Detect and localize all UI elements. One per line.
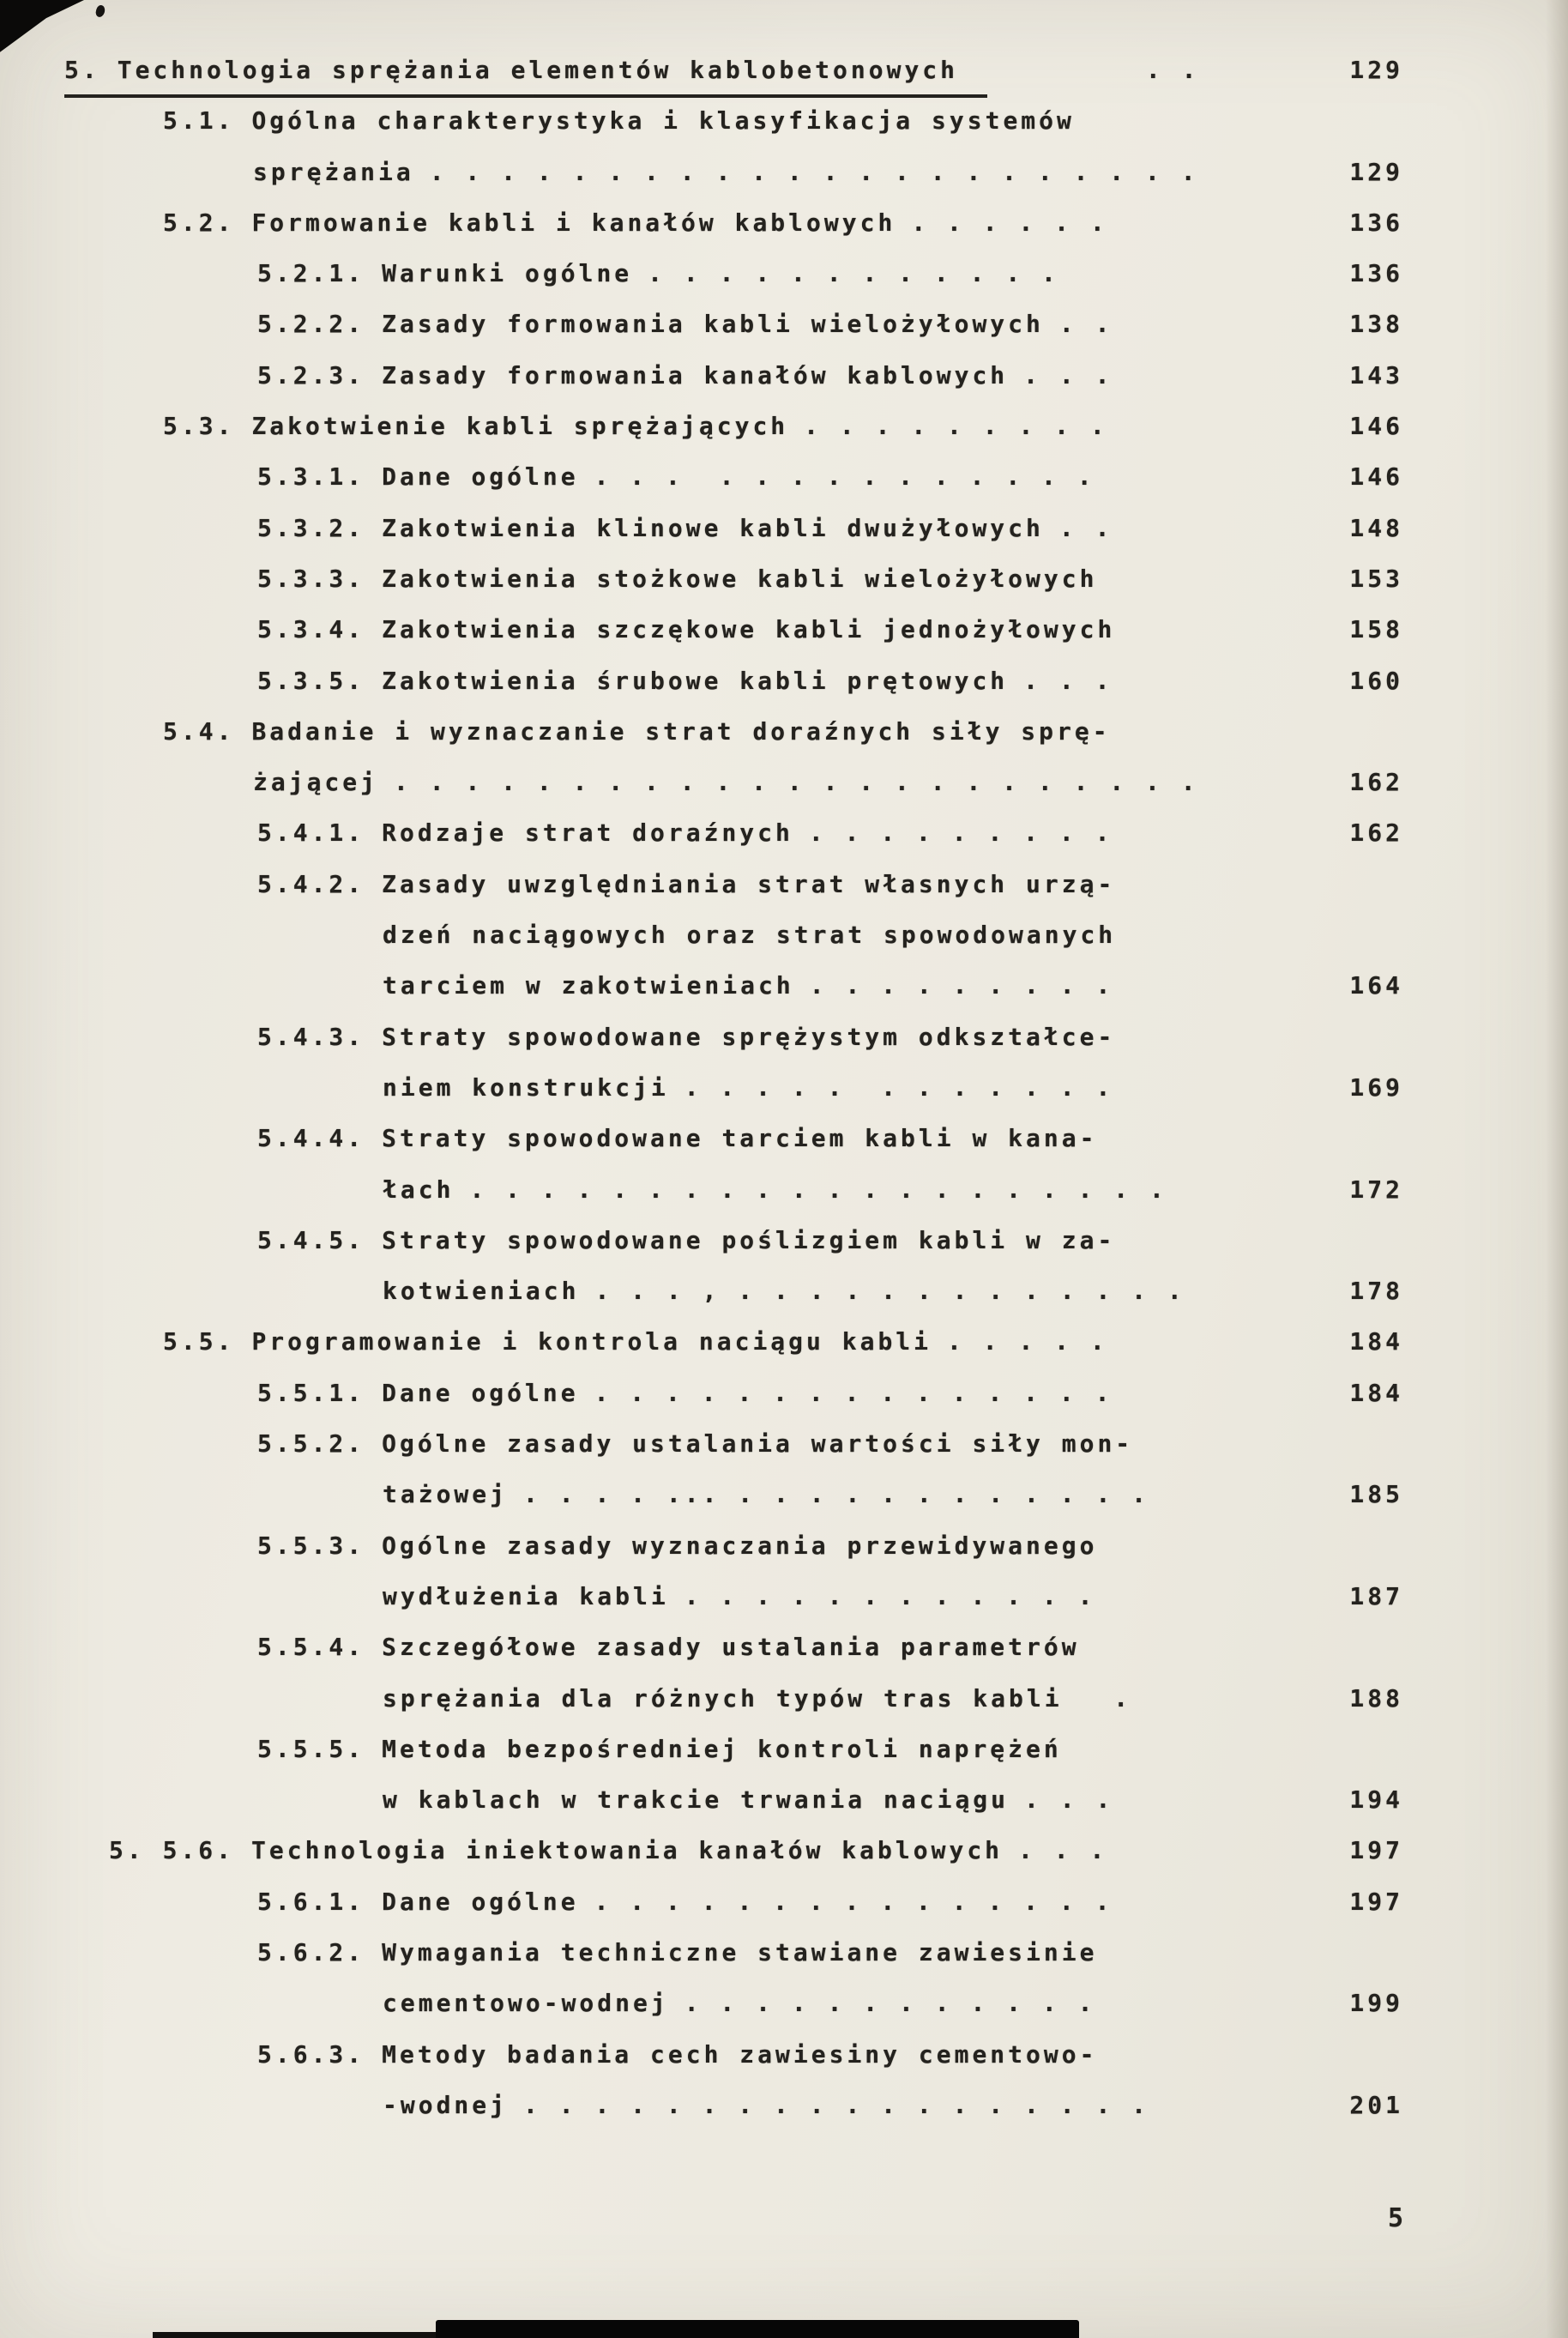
toc-entry-main (257, 1124, 1097, 1152)
toc-entry-title: Rodzaje strat doraźnych (382, 819, 793, 848)
toc-leader-dots: . . . . . . . . . . . . . . . (594, 1378, 1113, 1407)
toc-entry-page-number: 164 (1349, 971, 1403, 1000)
toc-leader-dots: . . . . . . . . . . . . . . (594, 462, 1095, 492)
toc-entry-main (257, 1226, 1115, 1254)
toc-line (0, 95, 1568, 146)
toc-entry-main (383, 2091, 508, 2119)
toc-entry-title: Zakotwienia stożkowe kabli wielożyłowych (382, 564, 1098, 593)
table-of-contents (0, 45, 1568, 2130)
toc-leader-dots: . . (1058, 310, 1113, 339)
toc-line (0, 1876, 1568, 1927)
toc-entry-page-number: 188 (1349, 1683, 1403, 1713)
toc-entry-title: sprężania dla różnych typów tras kabli (383, 1683, 1063, 1713)
toc-entry-title: Zakotwienia klinowe kabli dwużyłowych (382, 513, 1044, 542)
toc-entry-title: Technologia iniektowania kanałów kablowych (251, 1836, 1004, 1865)
toc-line (0, 655, 1568, 706)
toc-line (0, 859, 1568, 909)
toc-line (0, 2029, 1568, 2080)
toc-entry-main (64, 48, 987, 98)
toc-entry-number: 5.4.1. (257, 819, 365, 848)
toc-entry-main (257, 615, 1115, 643)
toc-entry-title: -wodnej (383, 2090, 509, 2119)
toc-entry-title: Dane ogólne (382, 1887, 579, 1916)
toc-entry-main (383, 1175, 454, 1204)
toc-entry-main (257, 1429, 1133, 1458)
toc-entry-main (257, 259, 632, 287)
toc-entry-title: wydłużenia kabli (383, 1581, 669, 1610)
toc-entry-main (383, 1277, 579, 1305)
toc-entry-page-number: 146 (1349, 462, 1403, 492)
toc-line (0, 1316, 1568, 1367)
toc-entry-main (257, 2040, 1097, 2069)
toc-line (0, 960, 1568, 1011)
toc-entry-main (257, 667, 1008, 695)
toc-entry-title: w kablach w trakcie trwania naciągu (383, 1785, 1010, 1815)
scan-artifact-bottom-line (153, 2332, 440, 2338)
toc-entry-title: Dane ogólne (382, 1378, 579, 1407)
toc-entry-page-number: 197 (1349, 1836, 1403, 1865)
toc-entry-main (257, 1888, 579, 1916)
toc-entry-number: 5.5.5. (257, 1734, 365, 1763)
toc-entry-main (163, 1327, 932, 1356)
toc-entry-main (383, 971, 794, 1000)
toc-entry-title: Straty spowodowane poślizgiem kabli w za- (382, 1225, 1116, 1254)
toc-entry-title: Warunki ogólne (382, 259, 633, 288)
toc-entry-main (383, 1582, 669, 1610)
toc-line (0, 1012, 1568, 1062)
toc-entry-title: żającej (253, 768, 379, 797)
toc-entry-page-number: 143 (1349, 360, 1403, 390)
toc-entry-page-number: 136 (1349, 259, 1403, 288)
toc-line (0, 1520, 1568, 1571)
toc-entry-main (383, 1480, 508, 1508)
toc-entry-page-number: 136 (1349, 208, 1403, 237)
toc-entry-main (163, 412, 788, 440)
toc-line (0, 451, 1568, 502)
toc-leader-dots: . . . , . . . . . . . . . . . . . (594, 1277, 1185, 1306)
toc-line (0, 1469, 1568, 1519)
toc-entry-number: 5. 5.6. (109, 1836, 235, 1865)
toc-line (0, 1927, 1568, 1978)
toc-entry-title: Ogólne zasady ustalania wartości siły mon- (382, 1429, 1134, 1459)
toc-entry-page-number: 162 (1349, 768, 1403, 797)
toc-entry-page-number: 129 (1349, 157, 1403, 186)
toc-leader-dots: . . (1003, 56, 1200, 84)
toc-line (0, 45, 1568, 95)
toc-line (0, 604, 1568, 655)
toc-line (0, 2080, 1568, 2130)
toc-entry-number: 5.6.3. (257, 2039, 365, 2069)
toc-entry-page-number: 201 (1349, 2090, 1403, 2119)
toc-entry-number: 5.2.2. (257, 310, 365, 339)
toc-entry-number: 5.3.1. (257, 462, 365, 492)
toc-entry-main (257, 870, 1115, 898)
toc-leader-dots: . . . (1023, 360, 1113, 390)
toc-line (0, 1215, 1568, 1266)
toc-entry-main (383, 1073, 669, 1102)
toc-entry-page-number: 194 (1349, 1785, 1403, 1815)
toc-leader-dots: . . . . . . . . . (809, 971, 1114, 1000)
toc-entry-number: 5.4.5. (257, 1225, 365, 1254)
toc-line (0, 757, 1568, 807)
toc-entry-main (383, 1684, 1063, 1713)
toc-entry-page-number: 169 (1349, 1072, 1403, 1102)
toc-entry-page-number: 185 (1349, 1480, 1403, 1509)
toc-entry-title: Formowanie kabli i kanałów kablowych (251, 208, 896, 237)
toc-line (0, 1978, 1568, 2028)
toc-entry-main (109, 1836, 1003, 1864)
toc-leader-dots: . . . . . . . . . (804, 412, 1108, 441)
toc-entry-number: 5.3.4. (257, 615, 365, 644)
toc-entry-title: tażowej (383, 1480, 509, 1509)
toc-line (0, 909, 1568, 960)
toc-leader-dots: . (1077, 1683, 1132, 1713)
toc-entry-page-number: 148 (1349, 513, 1403, 542)
toc-entry-number: 5.2.1. (257, 259, 365, 288)
toc-entry-title: kotwieniach (383, 1277, 580, 1306)
toc-entry-number: 5.5.1. (257, 1378, 365, 1407)
toc-entry-main (257, 819, 793, 847)
toc-entry-main (163, 106, 1075, 135)
toc-entry-main (257, 1735, 1062, 1763)
toc-entry-page-number: 146 (1349, 412, 1403, 441)
toc-leader-dots: . . . . . . . . . . . . (684, 1581, 1096, 1610)
toc-entry-number: 5.1. (163, 106, 235, 136)
toc-entry-number: 5.4. (163, 716, 235, 746)
toc-entry-number: 5.5. (163, 1327, 235, 1356)
toc-line (0, 1164, 1568, 1215)
toc-entry-title: Wymagania techniczne stawiane zawiesinie (382, 1937, 1098, 1966)
toc-entry-main (257, 462, 579, 491)
toc-entry-main (257, 361, 1008, 390)
toc-entry-number: 5.6.1. (257, 1887, 365, 1916)
toc-line (0, 553, 1568, 604)
toc-line (0, 1774, 1568, 1825)
toc-line (0, 1673, 1568, 1724)
toc-line (0, 706, 1568, 757)
toc-line (0, 1062, 1568, 1113)
toc-entry-number: 5.2.3. (257, 360, 365, 390)
toc-entry-main (383, 921, 1116, 949)
toc-leader-dots: . . . . . . . . . . . . . . . . . . . . . . . (394, 768, 1199, 797)
toc-leader-dots: . . . . ... . . . . . . . . . . . . (523, 1480, 1150, 1509)
toc-entry-main (257, 1023, 1115, 1051)
toc-entry-number: 5.5.2. (257, 1429, 365, 1459)
toc-entry-main (257, 1531, 1097, 1560)
toc-leader-dots: . . . . . . . . . . . . . . . . . . . . (469, 1175, 1167, 1204)
toc-line (0, 401, 1568, 451)
toc-entry-title: Zasady formowania kabli wielożyłowych (382, 310, 1044, 339)
toc-leader-dots: . . . . . . . . . . . . . . . . . . (523, 2090, 1150, 2119)
toc-entry-main (253, 768, 378, 796)
toc-line (0, 197, 1568, 248)
toc-leader-dots: . . . . . . . . . (808, 819, 1113, 848)
toc-entry-main (383, 1989, 669, 2017)
page-number: 5 (1387, 2203, 1407, 2233)
toc-entry-number: 5.3. (163, 412, 235, 441)
toc-entry-number: 5.3.5. (257, 666, 365, 695)
toc-entry-title: Zasady formowania kanałów kablowych (382, 360, 1009, 390)
toc-entry-title: Ogólne zasady wyznaczania przewidywanego (382, 1531, 1098, 1560)
toc-entry-main (257, 565, 1097, 593)
toc-leader-dots: . . . . . (947, 1327, 1108, 1356)
toc-leader-dots: . . . . . . (911, 208, 1108, 237)
toc-entry-title: Straty spowodowane sprężystym odkształce- (382, 1022, 1116, 1051)
toc-entry-title: Metody badania cech zawiesiny cementowo- (382, 2039, 1098, 2069)
toc-entry-page-number: 172 (1349, 1175, 1403, 1204)
toc-entry-title: tarciem w zakotwieniach (383, 971, 794, 1000)
toc-entry-main (257, 1938, 1097, 1966)
toc-entry-title: Technologia sprężania elementów kablobetonowych (117, 56, 959, 84)
toc-entry-number: 5.4.3. (257, 1022, 365, 1051)
toc-entry-title: Zasady uwzględniania strat własnych urzą- (382, 869, 1116, 898)
toc-line (0, 1825, 1568, 1876)
toc-line (0, 503, 1568, 553)
toc-line (0, 248, 1568, 299)
toc-entry-title: Straty spowodowane tarciem kabli w kana- (382, 1124, 1098, 1153)
toc-entry-title: łach (383, 1175, 455, 1204)
toc-line (0, 1368, 1568, 1418)
toc-entry-title: cementowo-wodnej (383, 1989, 669, 2018)
toc-entry-page-number: 184 (1349, 1378, 1403, 1407)
toc-entry-main (383, 1785, 1009, 1814)
toc-entry-title: dzeń naciągowych oraz strat spowodowanych (383, 921, 1117, 950)
toc-entry-title: Zakotwienie kabli sprężających (251, 412, 789, 441)
toc-leader-dots: . . . (1024, 1785, 1114, 1815)
toc-entry-number: 5.4.4. (257, 1124, 365, 1153)
toc-entry-number: 5. (64, 56, 100, 84)
toc-line (0, 147, 1568, 197)
scan-artifact-speck (94, 4, 106, 18)
toc-leader-dots: . . . (1023, 666, 1113, 695)
toc-entry-number: 5.3.3. (257, 564, 365, 593)
toc-leader-dots: . . . . . . . . . . . . (684, 1072, 1114, 1102)
toc-entry-title: niem konstrukcji (383, 1072, 669, 1102)
toc-leader-dots: . . . (1018, 1836, 1108, 1865)
toc-entry-number: 5.6.2. (257, 1937, 365, 1966)
toc-entry-main (257, 1633, 1080, 1661)
toc-line (0, 1266, 1568, 1316)
toc-line (0, 1113, 1568, 1163)
toc-entry-page-number: 158 (1349, 615, 1403, 644)
toc-entry-page-number: 199 (1349, 1989, 1403, 2018)
toc-line (0, 350, 1568, 401)
toc-entry-page-number: 178 (1349, 1277, 1403, 1306)
toc-line (0, 807, 1568, 858)
toc-entry-number: 5.5.3. (257, 1531, 365, 1560)
toc-entry-title: Zakotwienia śrubowe kabli prętowych (382, 666, 1009, 695)
toc-entry-main (163, 717, 1111, 746)
toc-line (0, 1418, 1568, 1469)
toc-entry-title: Zakotwienia szczękowe kabli jednożyłowych (382, 615, 1116, 644)
toc-entry-title: Metoda bezpośredniej kontroli naprężeń (382, 1734, 1062, 1763)
toc-entry-number: 5.5.4. (257, 1633, 365, 1662)
toc-line (0, 299, 1568, 349)
toc-line (0, 1571, 1568, 1622)
toc-entry-main (163, 208, 896, 237)
toc-entry-main (257, 514, 1044, 542)
toc-leader-dots: . . . . . . . . . . . . (648, 259, 1059, 288)
toc-entry-page-number: 184 (1349, 1327, 1403, 1356)
toc-entry-title: Badanie i wyznaczanie strat doraźnych siły sprę- (251, 716, 1111, 746)
toc-entry-title: Programowanie i kontrola naciągu kabli (251, 1327, 932, 1356)
toc-entry-page-number: 138 (1349, 310, 1403, 339)
toc-entry-title: Szczegółowe zasady ustalania parametrów (382, 1633, 1080, 1662)
toc-entry-page-number: 162 (1349, 819, 1403, 848)
toc-leader-dots: . . . . . . . . . . . . (684, 1989, 1096, 2018)
toc-leader-dots: . . . . . . . . . . . . . . . . . . . . . . (429, 157, 1199, 186)
toc-entry-number: 5.3.2. (257, 513, 365, 542)
toc-entry-main (253, 158, 414, 186)
toc-entry-main (257, 310, 1044, 338)
toc-entry-title: Ogólna charakterystyka i klasyfikacja systemów (251, 106, 1075, 136)
toc-entry-page-number: 129 (1349, 56, 1403, 84)
toc-entry-title: sprężania (253, 157, 414, 186)
scan-artifact-bottom-bar (436, 2320, 1079, 2338)
toc-leader-dots: . . (1058, 513, 1113, 542)
toc-entry-title: Dane ogólne (382, 462, 579, 492)
toc-leader-dots: . . . . . . . . . . . . . . . (594, 1887, 1113, 1916)
toc-entry-number: 5.2. (163, 208, 235, 237)
toc-line (0, 1724, 1568, 1774)
toc-entry-page-number: 187 (1349, 1581, 1403, 1610)
toc-entry-number: 5.4.2. (257, 869, 365, 898)
toc-line (0, 1622, 1568, 1672)
toc-entry-main (257, 1379, 579, 1407)
toc-entry-page-number: 197 (1349, 1887, 1403, 1916)
toc-entry-page-number: 153 (1349, 564, 1403, 593)
toc-entry-page-number: 160 (1349, 666, 1403, 695)
